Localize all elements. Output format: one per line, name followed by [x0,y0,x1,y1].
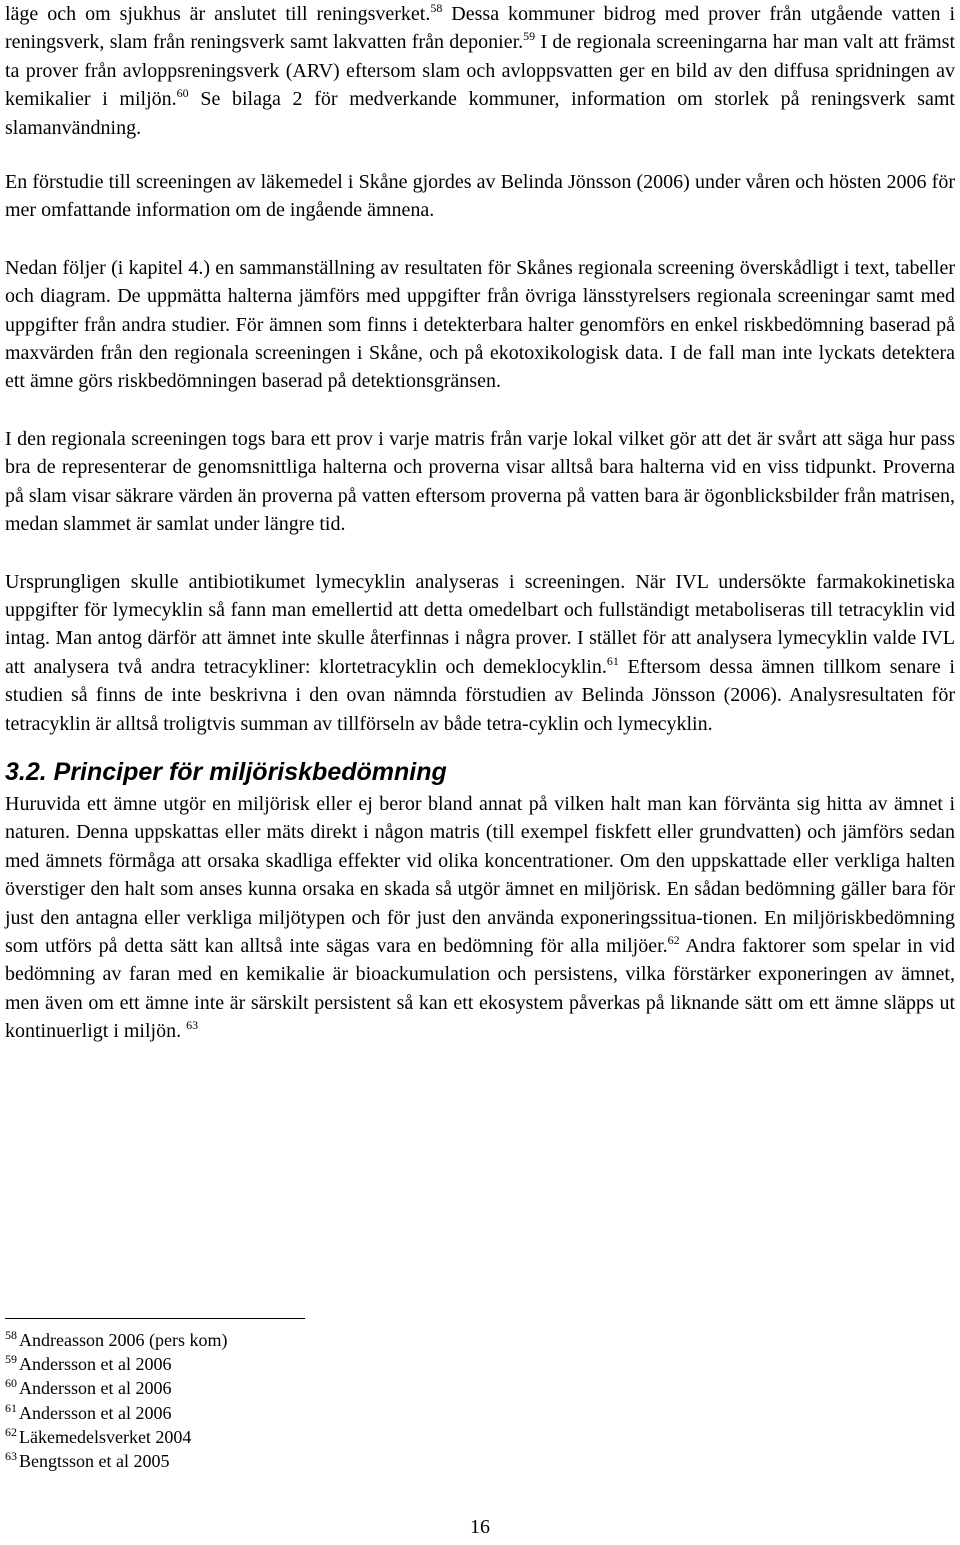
paragraph-prestudy: En förstudie till screeningen av läkemedel i Skåne gjordes av Belinda Jönsson (2006) under våren och hösten 2006 för mer omfattande information om de ingående ämnena. [5,171,955,222]
footnote-ref[interactable]: 58 [430,1,443,15]
footnote-number: 59 [5,1352,17,1367]
paragraph-text: Se bilaga 2 för medverkande kommuner, information om storlek på reningsverk samt slamanvändning. [5,88,955,139]
footnote-ref[interactable]: 60 [176,86,189,101]
paragraph-text: I de regionala screeningarna har man valt att främst ta prover från avloppsreningsverk (ARV) eftersom slam och avloppsvatten ger en bild av den diffusa spridningen av kemikalier i miljön. [5,31,956,111]
footnote-ref[interactable]: 59 [523,29,536,44]
footnote-item [5,1401,227,1425]
paragraph-text: Andra faktorer som spelar in vid bedömning av faran med en kemikalie är bioackumulation och persistens, vilka förstärker exponeringen av ämnet, men även om ett ämne inte är särskilt persistent så kan ett ekosystem påverkas på liknande sätt om ett ämne släpps ut kontinuerligt i miljön. [5,934,956,1043]
footnote-number: 61 [5,1400,17,1415]
footnote-text: Andersson et al 2006 [19,1378,172,1399]
footnote-item [5,1328,227,1352]
paragraph-text: Eftersom dessa ämnen tillkom senare i studien så finns de inte beskrivna i den ovan nämnda förstudien av Belinda Jönsson (2006). Analysresultaten för tetracyklin är alltså troligtvis summan av tillförseln av både tetra-cyklin och lymecyklin. [5,655,955,735]
footnote-item [5,1449,227,1473]
footnote-number: 60 [5,1376,17,1391]
page-number: 16 [470,1516,490,1538]
footnote-number: 63 [5,1449,17,1464]
paragraph-sampling [5,0,955,142]
footnote-ref[interactable]: 61 [606,653,619,668]
paragraph-results-overview: Nedan följer (i kapitel 4.) en sammanställning av resultaten för Skånes regionala screening överskådligt i text, tabeller och diagram. De uppmätta halterna jämförs med uppgifter från övriga länsstyrelsers regionala screeningar samt med uppgifter från andra studier. För ämnen som finns i detekterbara halter genomförs en enkel riskbedömning baserad på maxvärden från den regionala screeningen i Skåne, och på ekotoxikologisk data. I de fall man inte lyckats detektera ett ämne görs riskbedömningen baserad på detektionsgränsen. [5,256,955,393]
footnotes [5,1328,227,1473]
paragraph-risk-principles [5,790,955,1046]
paragraph-text: Ursprungligen skulle antibiotikumet lymecyklin analyseras i screeningen. När IVL undersökte farmakokinetiska uppgifter för lymecyklin så fann man emellertid att detta omedelbart och fullständigt metaboliseras till tetracyklin vid intag. Man antog därför att ämnet inte skulle återfinnas i några prover. I stället för att analysera lymecyklin valde IVL att analysera två andra tetracykliner: klortetracyklin och demeklocyklin. [5,570,955,678]
section-heading: 3.2. Principer för miljöriskbedömning [5,757,447,786]
paragraph-text: Dessa kommuner bidrog med prover från utgående vatten i reningsverk, slam från reningsverk samt lakvatten från deponier. [5,3,955,54]
footnote-ref[interactable]: 63 [186,1018,199,1033]
paragraph-text: läge och om sjukhus är anslutet till reningsverket. [5,3,431,25]
footnote-divider [5,1318,305,1319]
footnote-number: 62 [5,1424,17,1439]
footnote-text: Andreasson 2006 (pers kom) [19,1330,228,1350]
footnote-text: Bengtsson et al 2005 [19,1451,170,1472]
paragraph-sample-limitations: I den regionala screeningen togs bara ett prov i varje matris från varje lokal vilket gör att det är svårt att säga hur pass bra de representerar de genomsnittliga halterna och proverna visar alltså bara halterna vid en viss tidpunkt. Proverna på slam visar säkrare värden än proverna på vatten eftersom proverna på vatten bara är ögonblicksbilder från matrisen, medan slammet är samlat under längre tid. [5,427,955,536]
document-body [5,0,955,1046]
footnote-ref[interactable]: 62 [667,932,680,947]
footnote-item [5,1352,227,1376]
paragraph-text: Huruvida ett ämne utgör en miljörisk eller ej beror bland annat på vilken halt man kan förvänta sig hitta av ämnet i naturen. Denna uppskattas eller mäts direkt i någon matris (till exempel fiskfett eller grundvatten) och jämförs sedan med ämnets förmåga att orsaka skadliga effekter vid olika koncentrationer. Om den uppskattade eller verkliga halten överstiger den halt som anses kunna orsaka en skada så utgör ämnet en miljörisk. En sådan bedömning gäller bara för just den antagna eller verkliga miljötypen och för just den använda exponeringssitua-tionen. En miljöriskbedömning som utförs på detta sätt kan alltså inte sägas vara en bedömning för alla miljöer. [5,792,955,957]
footnote-item [5,1425,227,1449]
footnote-item [5,1376,227,1400]
paragraph-lymecyclin [5,568,955,738]
footnote-text: Andersson et al 2006 [19,1354,172,1375]
footnote-text: Läkemedelsverket 2004 [19,1426,192,1447]
footnote-number: 58 [5,1328,17,1342]
footnote-text: Andersson et al 2006 [19,1402,172,1423]
